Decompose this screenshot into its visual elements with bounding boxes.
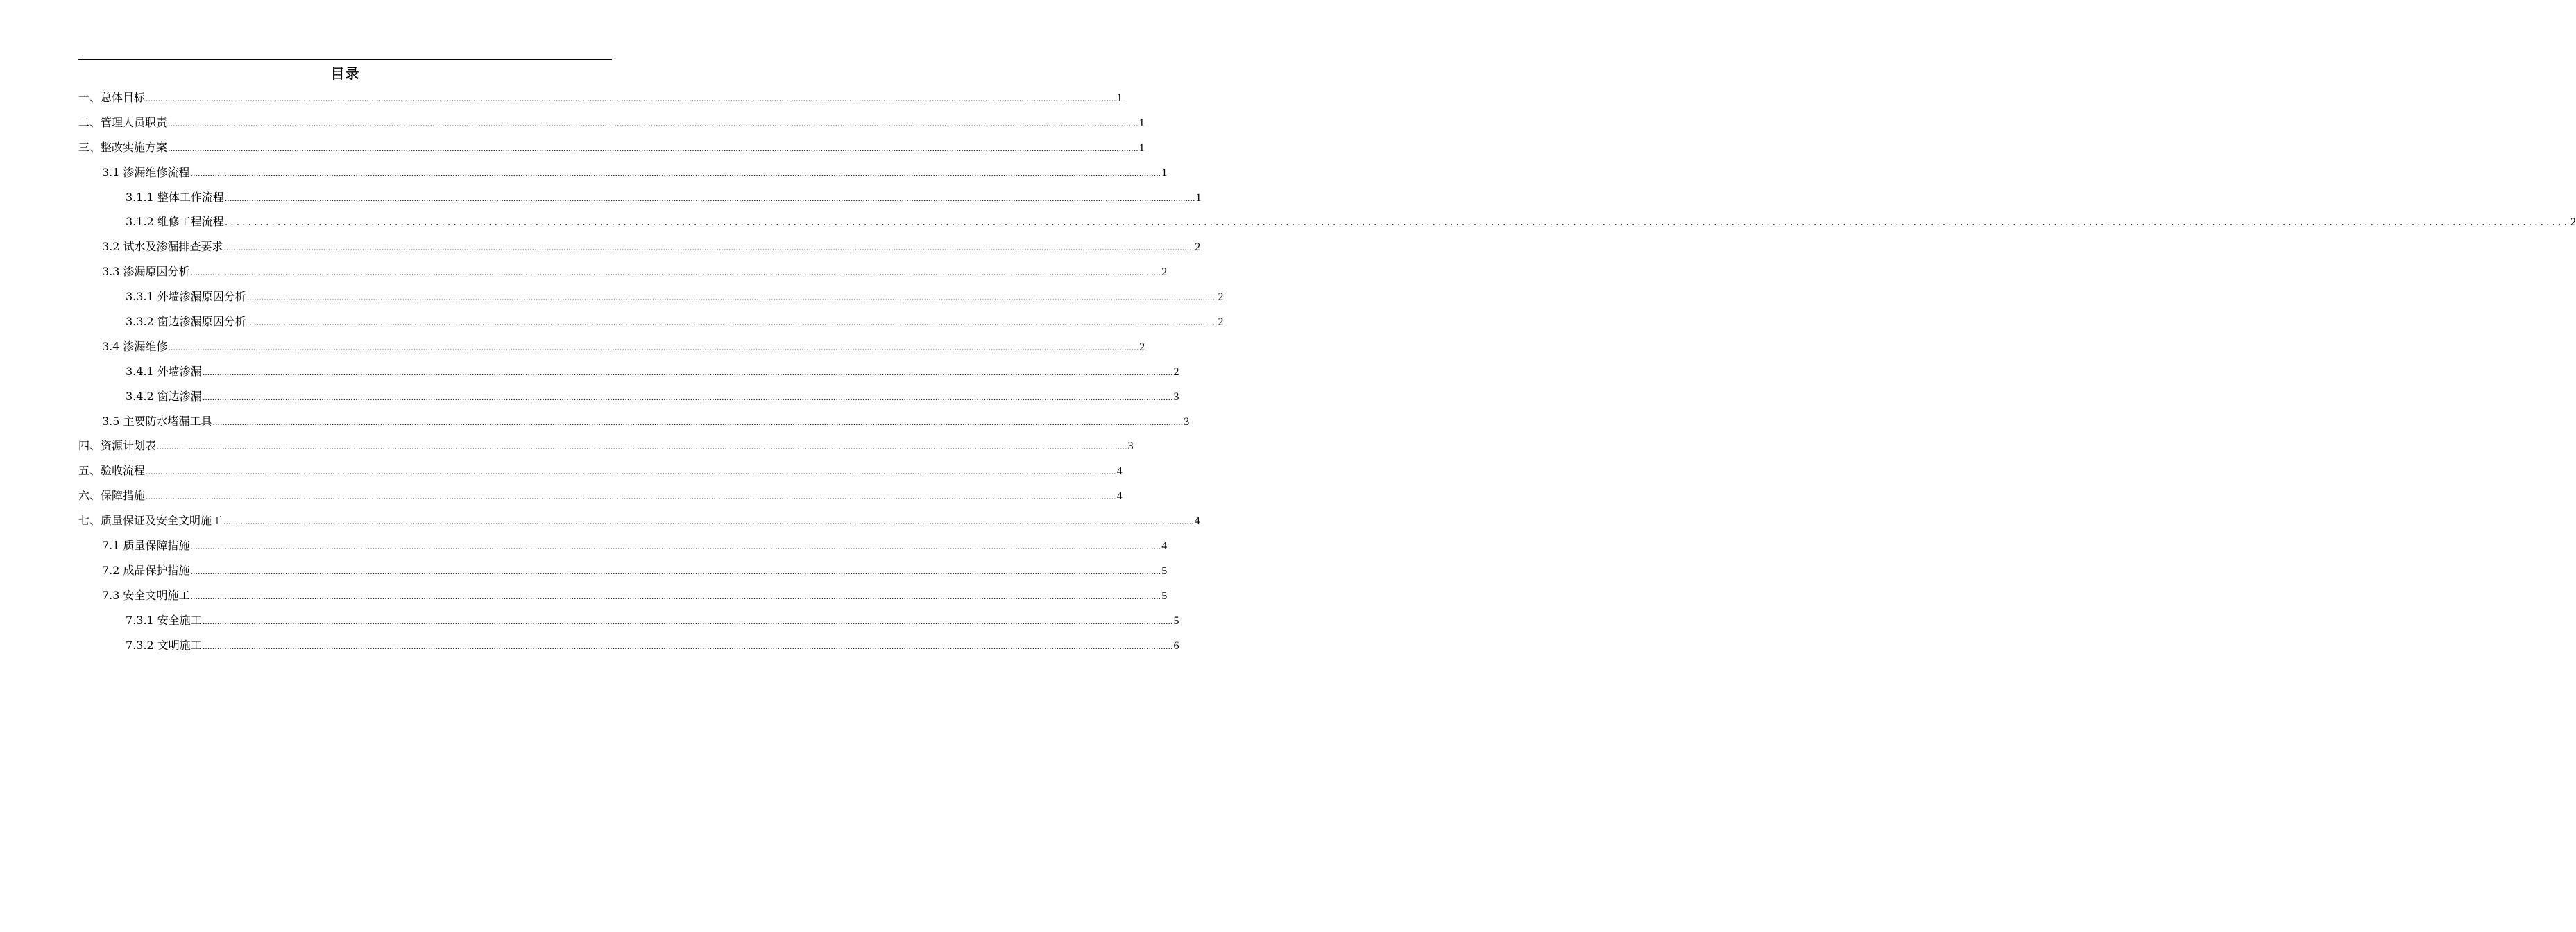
toc-entry-page-number: 1 bbox=[1138, 116, 1145, 129]
toc-entry-page-number: 2 bbox=[1161, 266, 1168, 279]
toc-entry[interactable] bbox=[78, 485, 1123, 510]
toc-entry-label: 六、保障措施 bbox=[78, 489, 146, 503]
toc-dot-leader: ................................................................................................................................................................................................................................................................................................................................................................................................................ bbox=[224, 217, 2570, 229]
toc-entry-page-number: 6 bbox=[1173, 639, 1179, 652]
toc-entry-page-number: 4 bbox=[1194, 515, 1200, 528]
toc-entry[interactable] bbox=[78, 535, 1168, 560]
toc-entry-page-number: 2 bbox=[1218, 316, 1224, 329]
toc-entry-page-number: 3 bbox=[1184, 415, 1190, 428]
toc-entry-label: 3.1.2 维修工程流程 bbox=[126, 215, 224, 229]
toc-entry-label: 7.3 安全文明施工 bbox=[102, 588, 190, 602]
toc-entry-label: 3.4.1 外墙渗漏 bbox=[126, 364, 202, 378]
toc-dot-leader: ................................................................................................................................................................................................................................................................................................................................................................................................................ bbox=[223, 517, 1194, 527]
toc-entry-page-number: 2 bbox=[1218, 291, 1224, 304]
toc-entry-label: 3.4 渗漏维修 bbox=[102, 339, 168, 353]
toc-entry-page-number: 5 bbox=[1161, 589, 1168, 602]
toc-entry[interactable] bbox=[78, 286, 1224, 311]
toc-dot-leader: ................................................................................................................................................................................................................................................................................................................................................................................................................ bbox=[190, 542, 1161, 552]
toc-entry-page-number: 1 bbox=[1138, 141, 1145, 154]
toc-title: 目录 bbox=[330, 65, 360, 82]
toc-entry[interactable] bbox=[78, 112, 1145, 137]
toc-dot-leader: ................................................................................................................................................................................................................................................................................................................................................................................................................ bbox=[168, 343, 1139, 352]
toc-entry-label: 7.3.1 安全施工 bbox=[126, 613, 202, 627]
toc-entry-label: 四、资源计划表 bbox=[78, 439, 157, 453]
toc-entry[interactable] bbox=[78, 212, 2576, 236]
toc-entry-page-number: 5 bbox=[1161, 564, 1168, 577]
toc-entry-page-number: 2 bbox=[1173, 365, 1179, 378]
toc-entry[interactable] bbox=[78, 187, 1202, 212]
toc-dot-leader: ................................................................................................................................................................................................................................................................................................................................................................................................................ bbox=[190, 592, 1161, 601]
toc-entry-label: 7.3.2 文明施工 bbox=[126, 638, 202, 652]
toc-entry-page-number: 5 bbox=[1173, 614, 1179, 627]
toc-entry[interactable] bbox=[78, 435, 1134, 460]
toc-dot-leader: ................................................................................................................................................................................................................................................................................................................................................................................................................ bbox=[190, 169, 1161, 178]
toc-entry[interactable] bbox=[78, 411, 1190, 436]
toc-entry-label: 二、管理人员职责 bbox=[78, 115, 168, 129]
toc-dot-leader: ................................................................................................................................................................................................................................................................................................................................................................................................................ bbox=[202, 641, 1173, 651]
toc-dot-leader: ................................................................................................................................................................................................................................................................................................................................................................................................................ bbox=[202, 368, 1173, 377]
toc-entry[interactable] bbox=[78, 311, 1224, 336]
toc-entry-page-number: 2 bbox=[1195, 241, 1201, 254]
toc-entry[interactable] bbox=[78, 510, 1200, 535]
toc-dot-leader: ................................................................................................................................................................................................................................................................................................................................................................................................................ bbox=[223, 243, 1195, 253]
toc-dot-leader: ................................................................................................................................................................................................................................................................................................................................................................................................................ bbox=[146, 94, 1116, 103]
toc-dot-leader: ................................................................................................................................................................................................................................................................................................................................................................................................................ bbox=[202, 392, 1173, 402]
toc-entry-label: 七、质量保证及安全文明施工 bbox=[78, 514, 223, 528]
toc-entry-page-number: 2 bbox=[2570, 216, 2576, 229]
toc-dot-leader: ................................................................................................................................................................................................................................................................................................................................................................................................................ bbox=[168, 144, 1138, 153]
toc-dot-leader: ................................................................................................................................................................................................................................................................................................................................................................................................................ bbox=[246, 293, 1218, 303]
toc-dot-leader: ................................................................................................................................................................................................................................................................................................................................................................................................................ bbox=[224, 193, 1195, 203]
toc-entry-page-number: 1 bbox=[1195, 191, 1202, 204]
toc-entry-label: 7.1 质量保障措施 bbox=[102, 539, 190, 553]
toc-entry-page-number: 1 bbox=[1161, 166, 1168, 179]
toc-entry-label: 7.2 成品保护措施 bbox=[102, 563, 190, 577]
toc-dot-leader: ................................................................................................................................................................................................................................................................................................................................................................................................................ bbox=[157, 442, 1127, 452]
toc-dot-leader: ................................................................................................................................................................................................................................................................................................................................................................................................................ bbox=[246, 318, 1218, 328]
toc-entry[interactable] bbox=[78, 162, 1168, 187]
toc-dot-leader: ................................................................................................................................................................................................................................................................................................................................................................................................................ bbox=[146, 492, 1116, 502]
toc-entry-label: 三、整改实施方案 bbox=[78, 140, 168, 154]
toc-entry[interactable] bbox=[78, 460, 1123, 485]
toc-entry[interactable] bbox=[78, 87, 1123, 112]
toc-entry-label: 3.3.1 外墙渗漏原因分析 bbox=[126, 290, 246, 304]
toc-entry-label: 五、验收流程 bbox=[78, 464, 146, 478]
toc-entry[interactable] bbox=[78, 261, 1168, 286]
toc-entry-page-number: 4 bbox=[1161, 540, 1168, 553]
toc-entry[interactable] bbox=[78, 236, 1201, 261]
toc-entry[interactable] bbox=[78, 336, 1145, 361]
toc-dot-leader: ................................................................................................................................................................................................................................................................................................................................................................................................................ bbox=[190, 567, 1161, 576]
toc-entry-label: 3.1.1 整体工作流程 bbox=[126, 190, 224, 204]
toc-entry[interactable] bbox=[78, 386, 1179, 411]
toc-entry-page-number: 1 bbox=[1116, 92, 1123, 104]
toc-entry-label: 3.3 渗漏原因分析 bbox=[102, 265, 190, 279]
toc-entry-page-number: 4 bbox=[1116, 490, 1123, 503]
toc-entry-page-number: 2 bbox=[1139, 340, 1145, 353]
toc-dot-leader: ................................................................................................................................................................................................................................................................................................................................................................................................................ bbox=[202, 616, 1173, 626]
toc-entry[interactable] bbox=[78, 610, 1179, 635]
toc-entry[interactable] bbox=[78, 635, 1179, 660]
toc-list bbox=[78, 87, 2576, 659]
toc-dot-leader: ................................................................................................................................................................................................................................................................................................................................................................................................................ bbox=[212, 417, 1184, 427]
toc-entry-label: 3.3.2 窗边渗漏原因分析 bbox=[126, 315, 246, 329]
toc-entry-page-number: 4 bbox=[1116, 465, 1123, 478]
toc-dot-leader: ................................................................................................................................................................................................................................................................................................................................................................................................................ bbox=[168, 119, 1138, 128]
toc-entry[interactable] bbox=[78, 560, 1168, 585]
toc-entry-label: 3.2 试水及渗漏排查要求 bbox=[102, 240, 223, 254]
toc-entry[interactable] bbox=[78, 585, 1168, 610]
toc-entry[interactable] bbox=[78, 137, 1145, 162]
toc-entry-label: 3.4.2 窗边渗漏 bbox=[126, 389, 202, 403]
toc-entry-label: 3.1 渗漏维修流程 bbox=[102, 165, 190, 179]
toc-entry-page-number: 3 bbox=[1173, 390, 1179, 403]
toc-entry-label: 3.5 主要防水堵漏工具 bbox=[102, 414, 212, 428]
toc-entry-page-number: 3 bbox=[1127, 440, 1134, 453]
toc-dot-leader: ................................................................................................................................................................................................................................................................................................................................................................................................................ bbox=[190, 268, 1161, 278]
header-rule bbox=[78, 59, 612, 60]
toc-entry[interactable] bbox=[78, 361, 1179, 386]
toc-entry-label: 一、总体目标 bbox=[78, 91, 146, 104]
toc-dot-leader: ................................................................................................................................................................................................................................................................................................................................................................................................................ bbox=[146, 467, 1116, 477]
